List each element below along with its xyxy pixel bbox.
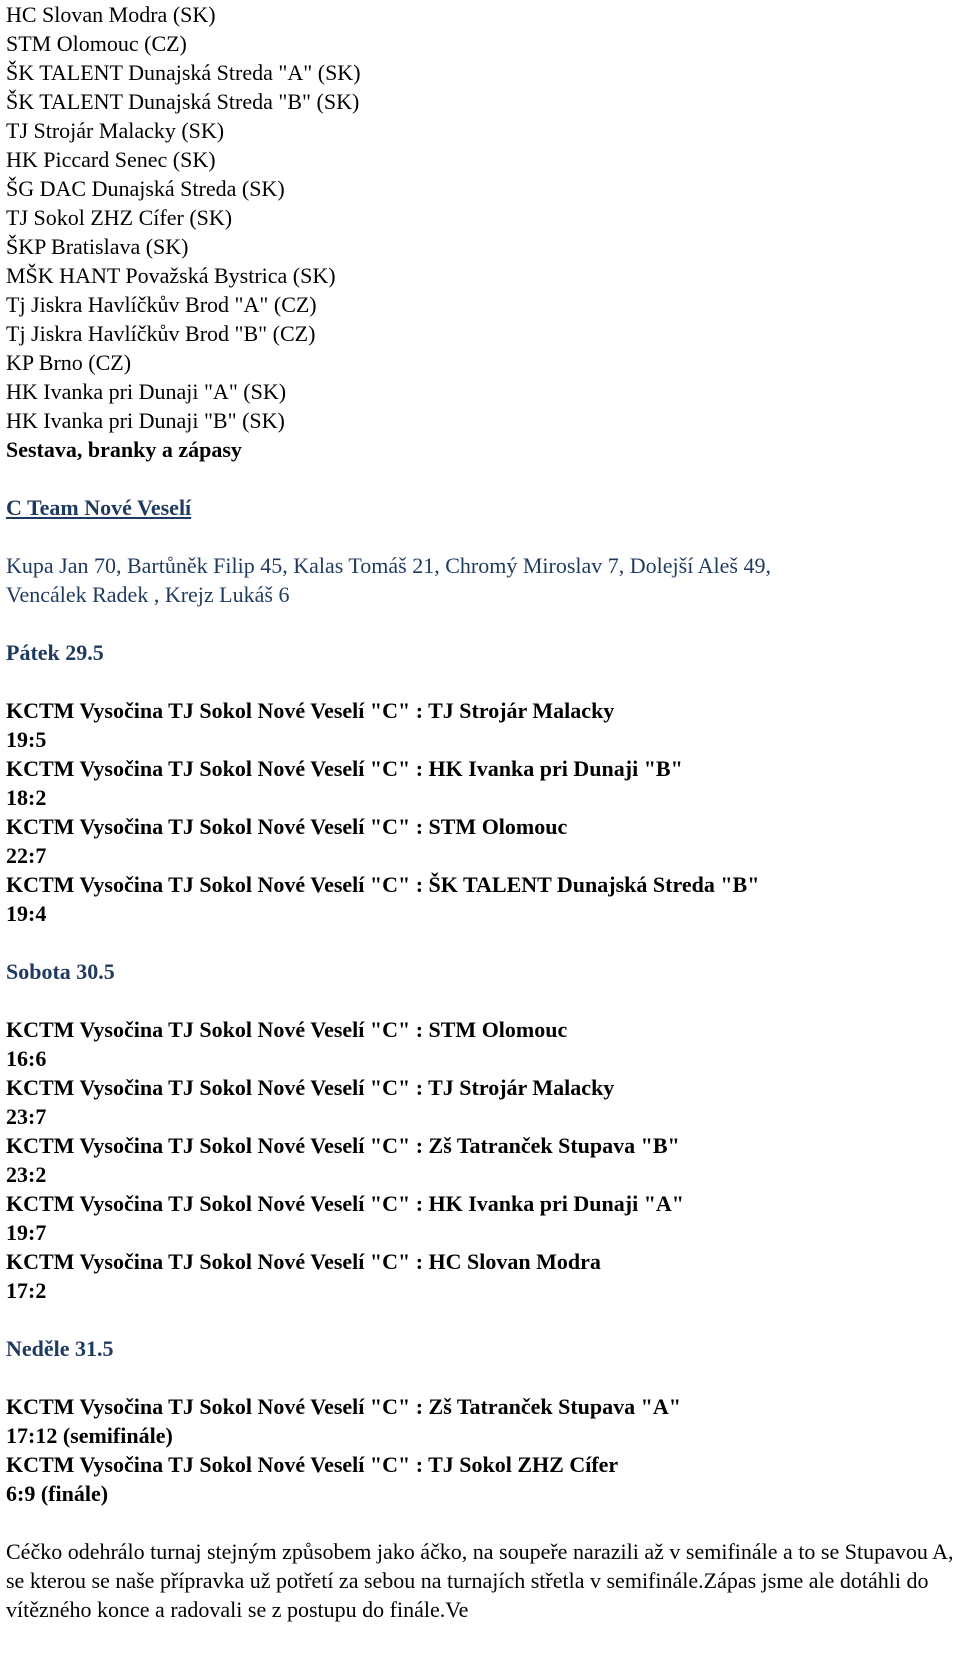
team-list-item: STM Olomouc (CZ)	[6, 31, 187, 56]
match-teams: KCTM Vysočina TJ Sokol Nové Veselí "C" : Zš Tatranček Stupava "A"	[6, 1394, 681, 1419]
teams-list	[6, 0, 956, 435]
match-score: 23:7	[6, 1104, 47, 1129]
match-score: 18:2	[6, 785, 47, 810]
match-teams: KCTM Vysočina TJ Sokol Nové Veselí "C" : TJ Strojár Malacky	[6, 698, 615, 723]
match-score: 22:7	[6, 843, 47, 868]
match-score: 6:9 (finále)	[6, 1481, 109, 1506]
match-score: 17:2	[6, 1278, 47, 1303]
team-list-item: ŠKP Bratislava (SK)	[6, 234, 189, 259]
day-heading: Neděle 31.5	[6, 1336, 114, 1361]
players-line: Kupa Jan 70, Bartůněk Filip 45, Kalas Tomáš 21, Chromý Miroslav 7, Dolejší Aleš 49,	[6, 553, 771, 578]
team-list-item: Tj Jiskra Havlíčkův Brod "A" (CZ)	[6, 292, 317, 317]
spacer	[6, 464, 956, 493]
team-list-item: HC Slovan Modra (SK)	[6, 2, 216, 27]
team-list-item: TJ Strojár Malacky (SK)	[6, 118, 225, 143]
spacer	[6, 609, 956, 638]
team-list-item: HK Ivanka pri Dunaji "B" (SK)	[6, 408, 285, 433]
spacer	[6, 522, 956, 551]
match-teams: KCTM Vysočina TJ Sokol Nové Veselí "C" : HK Ivanka pri Dunaji "A"	[6, 1191, 685, 1216]
team-list-item: HK Piccard Senec (SK)	[6, 147, 216, 172]
players-roster	[6, 551, 956, 609]
spacer	[6, 1363, 956, 1392]
document-page	[6, 0, 956, 1624]
team-list-item: ŠK TALENT Dunajská Streda "B" (SK)	[6, 89, 360, 114]
spacer	[6, 1508, 956, 1537]
team-list-item: HK Ivanka pri Dunaji "A" (SK)	[6, 379, 287, 404]
team-list-item: TJ Sokol ZHZ Cífer (SK)	[6, 205, 233, 230]
spacer	[6, 667, 956, 696]
match-teams: KCTM Vysočina TJ Sokol Nové Veselí "C" : HK Ivanka pri Dunaji "B"	[6, 756, 683, 781]
match-teams: KCTM Vysočina TJ Sokol Nové Veselí "C" : TJ Strojár Malacky	[6, 1075, 615, 1100]
team-list-item: KP Brno (CZ)	[6, 350, 132, 375]
summary-paragraph: Céčko odehrálo turnaj stejným způsobem jako áčko, na soupeře narazili až v semifinále a to se Stupavou A, se kterou se naše přípravka už potřetí za sebou na turnajích střetla v semifinále.Zápas jsme ale dotáhli do vítězného konce a radovali se z postupu do finále.Ve	[6, 1539, 954, 1622]
team-list-item: ŠG DAC Dunajská Streda (SK)	[6, 176, 285, 201]
match-score: 19:7	[6, 1220, 47, 1245]
match-teams: KCTM Vysočina TJ Sokol Nové Veselí "C" : Zš Tatranček Stupava "B"	[6, 1133, 680, 1158]
players-line: Vencálek Radek , Krejz Lukáš 6	[6, 582, 290, 607]
match-score: 16:6	[6, 1046, 47, 1071]
spacer	[6, 986, 956, 1015]
match-teams: KCTM Vysočina TJ Sokol Nové Veselí "C" : STM Olomouc	[6, 814, 568, 839]
day-heading: Pátek 29.5	[6, 640, 104, 665]
spacer	[6, 1305, 956, 1334]
spacer	[6, 928, 956, 957]
day-heading: Sobota 30.5	[6, 959, 115, 984]
match-list	[6, 1015, 956, 1305]
team-list-item: ŠK TALENT Dunajská Streda "A" (SK)	[6, 60, 361, 85]
match-score: 19:4	[6, 901, 47, 926]
match-list	[6, 1392, 956, 1508]
match-score: 23:2	[6, 1162, 47, 1187]
match-list	[6, 696, 956, 928]
team-list-item: Tj Jiskra Havlíčkův Brod "B" (CZ)	[6, 321, 316, 346]
match-teams: KCTM Vysočina TJ Sokol Nové Veselí "C" : ŠK TALENT Dunajská Streda "B"	[6, 872, 760, 897]
match-teams: KCTM Vysočina TJ Sokol Nové Veselí "C" : HC Slovan Modra	[6, 1249, 601, 1274]
section-heading: Sestava, branky a zápasy	[6, 437, 242, 462]
match-teams: KCTM Vysočina TJ Sokol Nové Veselí "C" : TJ Sokol ZHZ Cífer	[6, 1452, 619, 1477]
team-list-item: MŠK HANT Považská Bystrica (SK)	[6, 263, 336, 288]
match-score: 17:12 (semifinále)	[6, 1423, 173, 1448]
team-title: C Team Nové Veselí	[6, 495, 192, 520]
match-teams: KCTM Vysočina TJ Sokol Nové Veselí "C" : STM Olomouc	[6, 1017, 568, 1042]
match-score: 19:5	[6, 727, 47, 752]
